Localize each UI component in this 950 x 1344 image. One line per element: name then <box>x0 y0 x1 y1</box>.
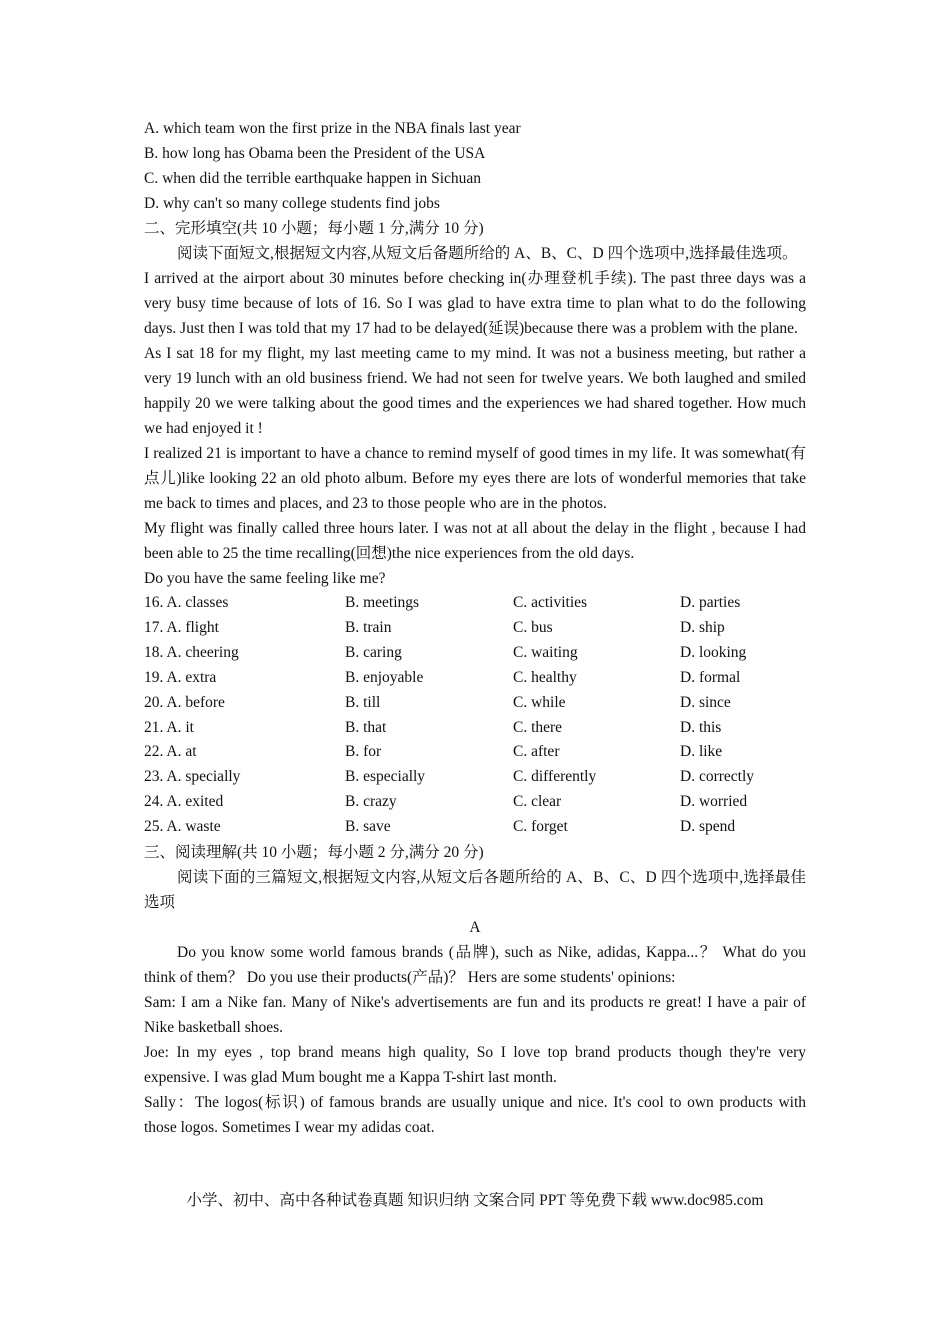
q18-d: D. looking <box>680 643 747 661</box>
cloze-paragraph-5: Do you have the same feeling like me? <box>144 570 386 587</box>
q22-d: D. like <box>680 743 723 761</box>
reading-instruction: 阅读下面的三篇短文,根据短文内容,从短文后各题所给的 A、B、C、D 四个选项中,选择最佳选项 <box>144 869 806 912</box>
q16-a: 16. A. classes <box>144 594 229 611</box>
opinion-joe: Joe: In my eyes , top brand means high quality, So I love top brand products though they're very expensive. I was glad Mum bought me a Kappa T-shirt last month. <box>144 1044 806 1087</box>
q22-b: B. for <box>345 743 382 761</box>
page-footer: 小学、初中、高中各种试卷真题 知识归纳 文案合同 PPT 等免费下载 www.doc985.com <box>186 1192 764 1209</box>
q17-a: 17. A. flight <box>144 618 219 636</box>
q24-c: C. clear <box>513 793 562 811</box>
q18-a: 18. A. cheering <box>144 643 239 661</box>
opinion-sally: Sally：The logos(标识) of famous brands are usually unique and nice. It's cool to own products with those logos. Sometimes I wear my adidas coat. <box>144 1094 806 1137</box>
q16-c: C. activities <box>513 594 588 611</box>
q24-b: B. crazy <box>345 793 397 811</box>
q19-b: B. enjoyable <box>345 668 424 686</box>
cloze-paragraph-2: As I sat 18 for my flight, my last meeting came to my mind. It was not a business meeting, but rather a very 19 lunch with an old business friend. We had not seen for twelve years. We both laughed and smiled happily 20 we were talking about the good times and the experiences we had shared together. How much we had enjoyed it ! <box>144 345 806 437</box>
cloze-paragraph-1: I arrived at the airport about 30 minutes before checking in(办理登机手续). The past three days was a very busy time because of lots of 16. So I was glad to have extra time to plan what to do the following days. Just then I was told that my 17 had to be delayed(延误)because there was a problem with the plane. <box>144 270 806 337</box>
q21-b: B. that <box>345 718 387 736</box>
q18-c: C. waiting <box>513 643 578 661</box>
document-page <box>144 116 806 1140</box>
cloze-options-grid <box>144 591 806 840</box>
q17-c: C. bus <box>513 618 553 636</box>
q21-c: C. there <box>513 718 563 736</box>
passage-intro: Do you know some world famous brands (品牌), such as Nike, adidas, Kappa...？ What do you think of them？ Do you use their products(产品)？ Hers are some students' opinions: <box>144 944 806 987</box>
q23-b: B. especially <box>345 768 426 786</box>
q23-d: D. correctly <box>680 768 755 786</box>
q21-d: D. this <box>680 718 722 736</box>
q25-d: D. spend <box>680 818 736 836</box>
q16-d: D. parties <box>680 594 741 611</box>
option-b: B. how long has Obama been the President of the USA <box>144 145 486 162</box>
q20-c: C. while <box>513 693 566 711</box>
q22-c: C. after <box>513 743 560 761</box>
q16-b: B. meetings <box>345 594 420 611</box>
option-a: A. which team won the first prize in the NBA finals last year <box>144 120 521 137</box>
cloze-heading: 二、完形填空(共 10 小题；每小题 1 分,满分 10 分) <box>144 220 484 237</box>
opinion-sam: Sam: I am a Nike fan. Many of Nike's advertisements are fun and its products re great! I have a pair of Nike basketball shoes. <box>144 994 806 1037</box>
q23-a: 23. A. specially <box>144 768 241 786</box>
q25-a: 25. A. waste <box>144 818 221 836</box>
q20-d: D. since <box>680 693 731 711</box>
cloze-instruction: 阅读下面短文,根据短文内容,从短文后备题所给的 A、B、C、D 四个选项中,选择最佳选项。 <box>177 245 798 262</box>
q17-d: D. ship <box>680 618 725 636</box>
reading-heading: 三、阅读理解(共 10 小题；每小题 2 分,满分 20 分) <box>144 844 484 862</box>
q17-b: B. train <box>345 618 392 636</box>
q24-a: 24. A. exited <box>144 793 224 811</box>
option-d: D. why can't so many college students find jobs <box>144 195 440 212</box>
q25-c: C. forget <box>513 818 568 836</box>
cloze-paragraph-3: I realized 21 is important to have a chance to remind myself of good times in my life. It was somewhat(有点儿)like looking 22 an old photo album. Before my eyes there are lots of wonderful memories that take me back to times and places, and 23 to those people who are in the photos. <box>144 445 806 512</box>
cloze-paragraph-4: My flight was finally called three hours later. I was not at all about the delay in the flight , because I had been able to 25 the time recalling(回想)the nice experiences from the old days. <box>144 520 806 562</box>
q19-a: 19. A. extra <box>144 668 217 686</box>
passage-label: A <box>469 919 481 937</box>
q20-a: 20. A. before <box>144 693 225 711</box>
q19-c: C. healthy <box>513 668 577 686</box>
q18-b: B. caring <box>345 643 402 661</box>
q22-a: 22. A. at <box>144 743 197 761</box>
q25-b: B. save <box>345 818 391 836</box>
q19-d: D. formal <box>680 668 741 686</box>
q24-d: D. worried <box>680 793 748 811</box>
q20-b: B. till <box>345 693 381 711</box>
q21-a: 21. A. it <box>144 718 194 736</box>
option-c: C. when did the terrible earthquake happen in Sichuan <box>144 170 482 187</box>
q23-c: C. differently <box>513 768 597 786</box>
